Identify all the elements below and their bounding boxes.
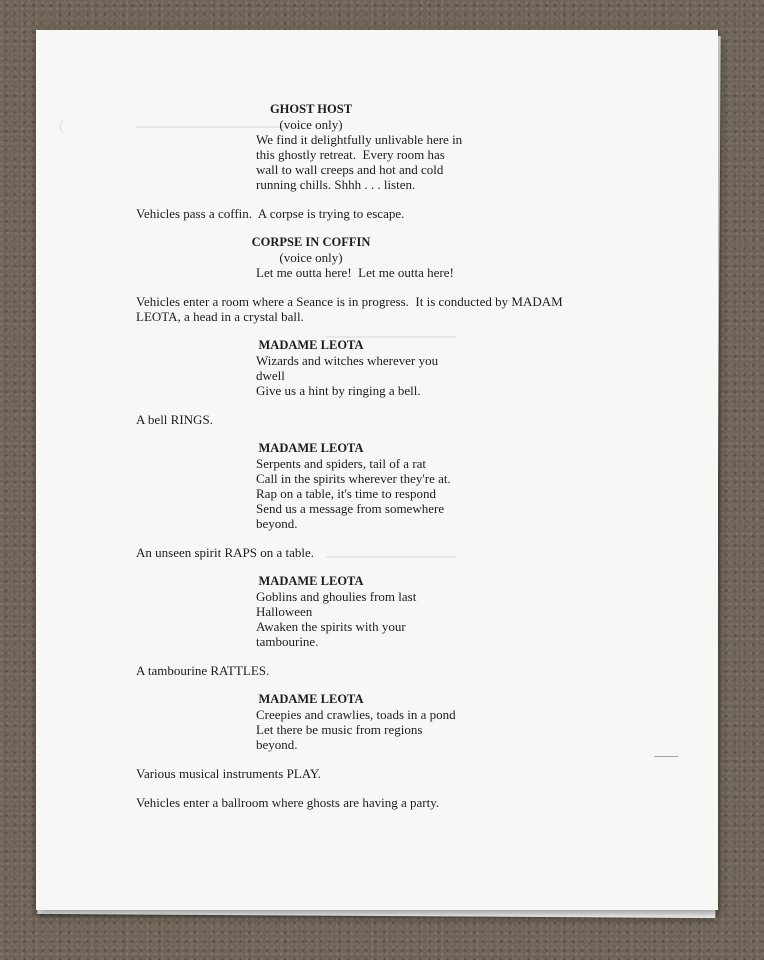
block-spacer (136, 678, 676, 692)
parenthetical: (voice only) (279, 250, 343, 265)
action-block (136, 663, 676, 678)
action-line: A tambourine RATTLES. (136, 663, 270, 678)
dialogue-line: Rap on a table, it's time to respond (256, 486, 436, 501)
parenthetical: (voice only) (279, 117, 343, 132)
block-spacer (136, 280, 676, 294)
block-spacer (136, 398, 676, 412)
character-name: GHOST HOST (269, 102, 353, 116)
dialogue-line: dwell (256, 368, 285, 383)
punch-hole-mark (60, 118, 79, 136)
dialogue-line: beyond. (256, 737, 298, 752)
dialogue-line: wall to wall creeps and hot and cold (256, 162, 444, 177)
action-block (136, 412, 676, 427)
dialogue-line: tambourine. (256, 634, 319, 649)
block-spacer (136, 192, 676, 206)
character-name: MADAME LEOTA (258, 441, 364, 455)
character-name: MADAME LEOTA (258, 692, 364, 706)
dialogue-line: Wizards and witches wherever you (256, 353, 439, 368)
dialogue-block (136, 441, 676, 531)
action-line: Vehicles pass a coffin. A corpse is trying to escape. (136, 206, 405, 221)
block-spacer (136, 221, 676, 235)
stray-dash-mark (654, 756, 678, 757)
block-spacer (136, 427, 676, 441)
action-line: An unseen spirit RAPS on a table. (136, 545, 315, 560)
action-line: Various musical instruments PLAY. (136, 766, 321, 781)
dialogue-line: Give us a hint by ringing a bell. (256, 383, 421, 398)
dialogue-line: Let me outta here! Let me outta here! (256, 265, 454, 280)
action-line: Vehicles enter a ballroom where ghosts are having a party. (136, 795, 440, 810)
block-spacer (136, 781, 676, 795)
dialogue-line: running chills. Shhh . . . listen. (256, 177, 416, 192)
dialogue-line: Creepies and crawlies, toads in a pond (256, 707, 456, 722)
character-name: MADAME LEOTA (258, 574, 364, 588)
character-name: CORPSE IN COFFIN (251, 235, 371, 249)
character-name: MADAME LEOTA (258, 338, 364, 352)
dialogue-line: Awaken the spirits with your (256, 619, 406, 634)
dialogue-line: Goblins and ghoulies from last (256, 589, 417, 604)
dialogue-block (136, 338, 676, 398)
block-spacer (136, 531, 676, 545)
bleed-through-text: ━━━━━━━━━━━━━━━━━━ (326, 330, 457, 344)
dialogue-block (136, 102, 676, 192)
dialogue-block (136, 692, 676, 752)
dialogue-block (136, 574, 676, 649)
action-block (136, 206, 676, 221)
dialogue-line: We find it delightfully unlivable here in (256, 132, 463, 147)
dialogue-line: Let there be music from regions (256, 722, 423, 737)
script-body (136, 102, 676, 810)
block-spacer (136, 324, 676, 338)
action-block (136, 795, 676, 810)
action-block (136, 294, 676, 324)
action-block (136, 545, 676, 560)
dialogue-line: Send us a message from somewhere (256, 501, 445, 516)
dialogue-line: this ghostly retreat. Every room has (256, 147, 445, 162)
action-line: A bell RINGS. (136, 412, 213, 427)
block-spacer (136, 649, 676, 663)
action-block (136, 766, 676, 781)
dialogue-line: Halloween (256, 604, 313, 619)
action-line: Vehicles enter a room where a Seance is in progress. It is conducted by MADAM (136, 294, 563, 309)
script-page (36, 30, 718, 910)
block-spacer (136, 560, 676, 574)
dialogue-line: Serpents and spiders, tail of a rat (256, 456, 427, 471)
action-line: LEOTA, a head in a crystal ball. (136, 309, 304, 324)
dialogue-block (136, 235, 676, 280)
dialogue-line: beyond. (256, 516, 298, 531)
bleed-through-text: ━━━━━━━━━━━━━━━━━━ (326, 550, 457, 564)
bleed-through-text: ━━━━━━━━━━━━━━━━━━━━━━━ (136, 120, 303, 134)
dialogue-line: Call in the spirits wherever they're at. (256, 471, 451, 486)
block-spacer (136, 752, 676, 766)
